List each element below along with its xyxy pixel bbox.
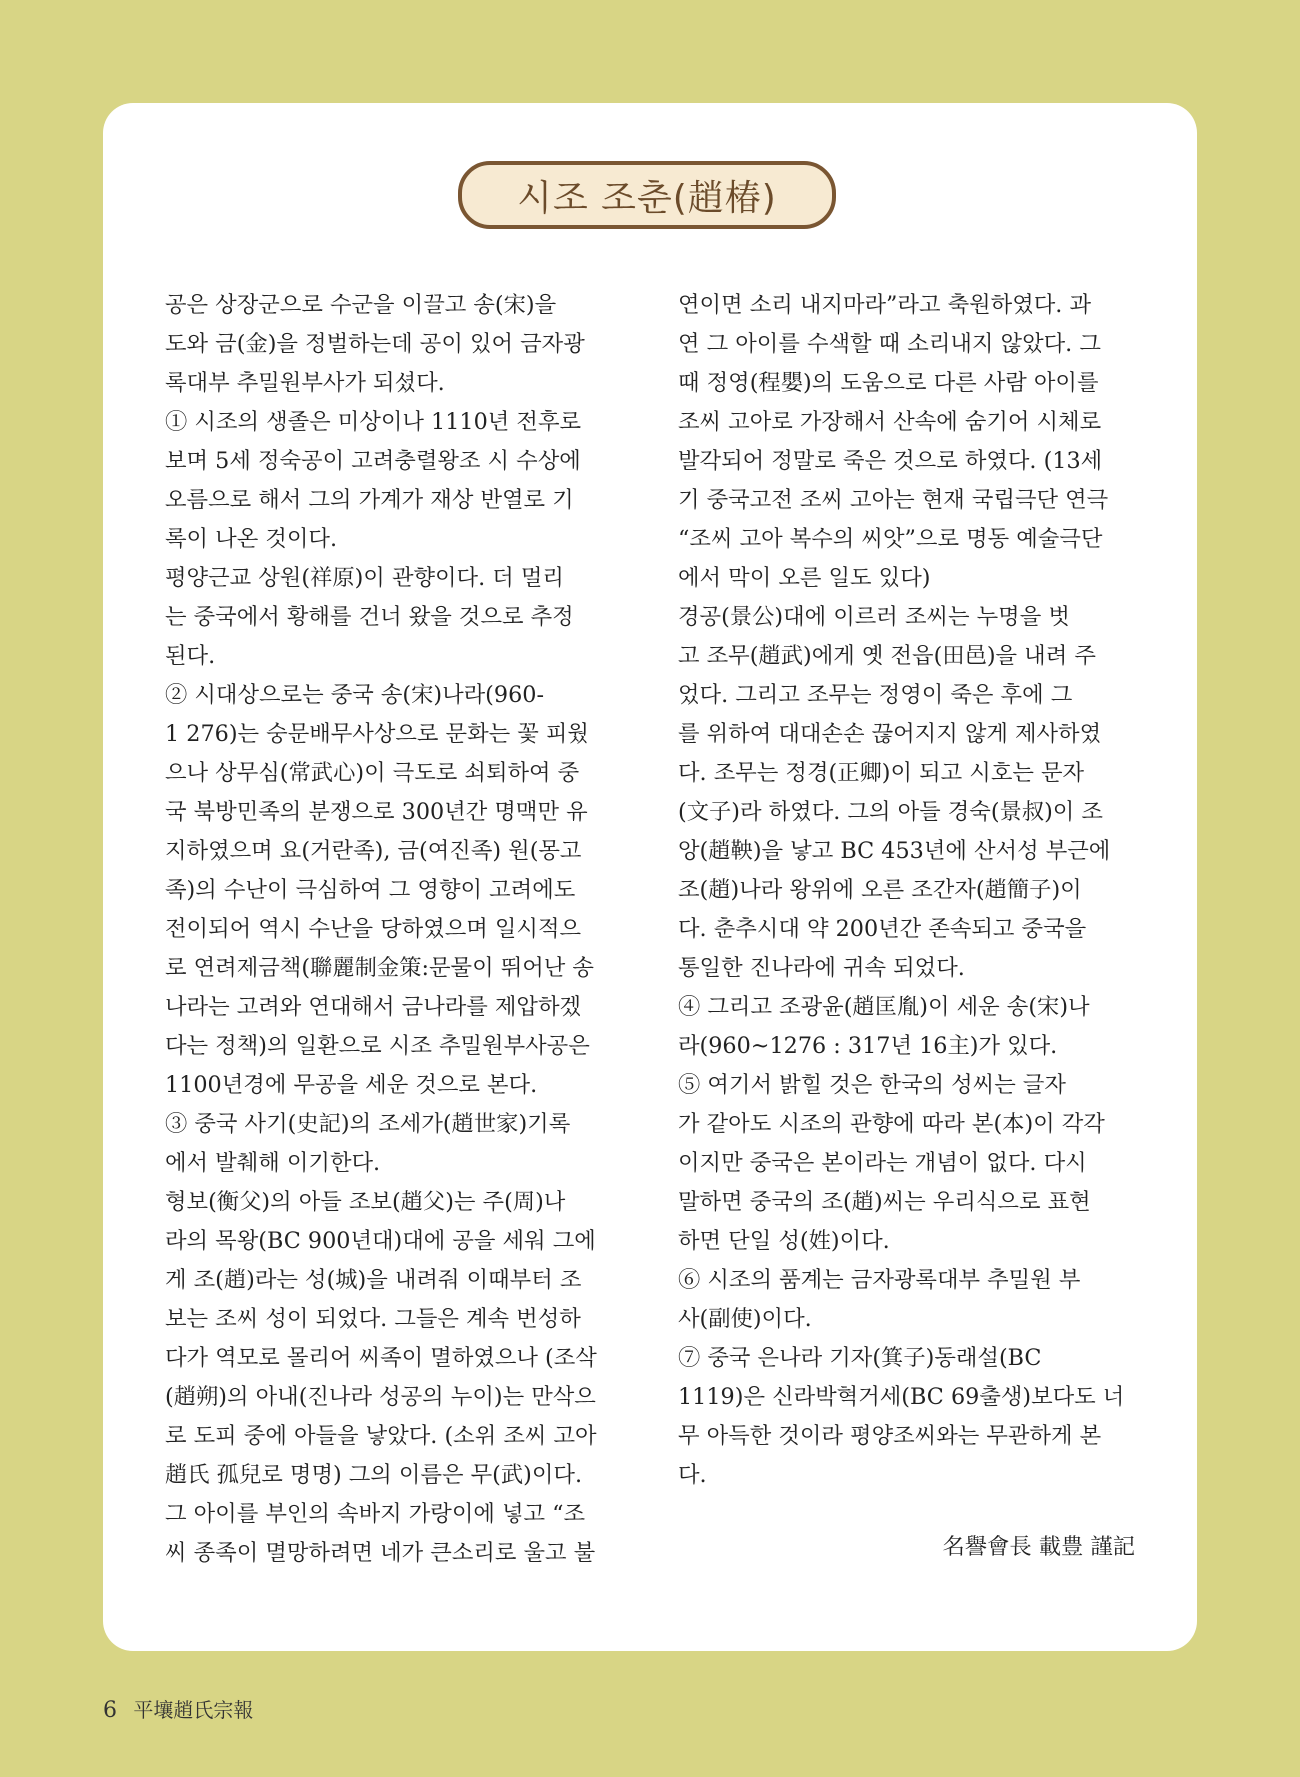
text-line: 된다.: [165, 643, 216, 669]
text-line: 그 아이를 부인의 속바지 가랑이에 넣고 “조: [165, 1501, 586, 1527]
text-line: 사(副使)이다.: [678, 1306, 812, 1332]
text-line: 연 그 아이를 수색할 때 소리내지 않았다. 그: [678, 331, 1101, 357]
text-line: 평양근교 상원(祥原)이 관향이다. 더 멀리: [165, 565, 564, 591]
text-line: 는 중국에서 황해를 건너 왔을 것으로 추정: [165, 604, 574, 630]
text-line: (趙朔)의 아내(진나라 성공의 누이)는 만삭으: [165, 1384, 596, 1410]
text-line: 1119)은 신라박혁거세(BC 69출생)보다도 너: [678, 1384, 1125, 1410]
text-line: 으나 상무심(常武心)이 극도로 쇠퇴하여 중: [165, 760, 580, 786]
text-line: 국 북방민족의 분쟁으로 300년간 명맥만 유: [165, 799, 588, 825]
text-line: 었다. 그리고 조무는 정영이 죽은 후에 그: [678, 682, 1073, 708]
text-line: 로 도피 중에 아들을 낳았다. (소위 조씨 고아: [165, 1423, 597, 1449]
text-line: 다. 춘추시대 약 200년간 존속되고 중국을: [678, 916, 1087, 942]
article-card: [103, 103, 1197, 1651]
text-line: ① 시조의 생졸은 미상이나 1110년 전후로: [165, 409, 582, 435]
text-line: ⑦ 중국 은나라 기자(箕子)동래설(BC: [678, 1345, 1042, 1371]
text-line: 가 같아도 시조의 관향에 따라 본(本)이 각각: [678, 1111, 1105, 1137]
text-line: (文子)라 하였다. 그의 아들 경숙(景叔)이 조: [678, 799, 1103, 825]
text-line: 록이 나온 것이다.: [165, 526, 338, 552]
text-line: 1100년경에 무공을 세운 것으로 본다.: [165, 1072, 538, 1098]
text-line: 다는 정책)의 일환으로 시조 추밀원부사공은: [165, 1033, 590, 1059]
text-line: 앙(趙鞅)을 낳고 BC 453년에 산서성 부근에: [678, 838, 1111, 864]
text-line: ⑤ 여기서 밝힐 것은 한국의 성씨는 글자: [678, 1072, 1066, 1098]
text-line: ③ 중국 사기(史記)의 조세가(趙世家)기록: [165, 1111, 571, 1137]
text-line: 를 위하여 대대손손 끊어지지 않게 제사하였: [678, 721, 1102, 747]
text-line: 발각되어 정말로 죽은 것으로 하였다. (13세: [678, 448, 1103, 474]
text-line: 때 정영(程嬰)의 도움으로 다른 사람 아이를: [678, 370, 1099, 396]
text-line: 하면 단일 성(姓)이다.: [678, 1228, 890, 1254]
text-line: 경공(景公)대에 이르러 조씨는 누명을 벗: [678, 604, 1070, 630]
text-line: 형보(衡父)의 아들 조보(趙父)는 주(周)나: [165, 1189, 566, 1215]
text-line: 라의 목왕(BC 900년대)대에 공을 세워 그에: [165, 1228, 596, 1254]
text-line: 공은 상장군으로 수군을 이끌고 송(宋)을: [165, 292, 557, 318]
text-line: 에서 발췌해 이기한다.: [165, 1150, 381, 1176]
text-line: 통일한 진나라에 귀속 되었다.: [678, 955, 965, 981]
text-line: 로 연려제금책(聯麗制金策:문물이 뛰어난 송: [165, 955, 594, 981]
text-line: 보는 조씨 성이 되었다. 그들은 계속 번성하: [165, 1306, 581, 1332]
text-line: 지하였으며 요(거란족), 금(여진족) 원(몽고: [165, 838, 582, 864]
text-line: 趙氏 孤兒로 명명) 그의 이름은 무(武)이다.: [165, 1462, 583, 1488]
text-line: ⑥ 시조의 품계는 금자광록대부 추밀원 부: [678, 1267, 1081, 1293]
text-line: 기 중국고전 조씨 고아는 현재 국립극단 연극: [678, 487, 1109, 513]
text-line: 다. 조무는 정경(正卿)이 되고 시호는 문자: [678, 760, 1085, 786]
text-line: 라(960~1276 : 317년 16主)가 있다.: [678, 1033, 1058, 1059]
text-line: 조(趙)나라 왕위에 오른 조간자(趙簡子)이: [678, 877, 1082, 903]
text-line: 조씨 고아로 가장해서 산속에 숨기어 시체로: [678, 409, 1102, 435]
text-line: 고 조무(趙武)에게 옛 전읍(田邑)을 내려 주: [678, 643, 1096, 669]
page-footer: [103, 1694, 253, 1723]
text-line: ② 시대상으로는 중국 송(宋)나라(960-: [165, 682, 544, 708]
title-banner: [458, 161, 836, 229]
text-line: 나라는 고려와 연대해서 금나라를 제압하겠: [165, 994, 582, 1020]
text-line: 씨 종족이 멸망하려면 네가 큰소리로 울고 불: [165, 1540, 596, 1566]
text-line: 이지만 중국은 본이라는 개념이 없다. 다시: [678, 1150, 1087, 1176]
text-line: 전이되어 역시 수난을 당하였으며 일시적으: [165, 916, 582, 942]
text-line: 오름으로 해서 그의 가계가 재상 반열로 기: [165, 487, 574, 513]
publication-name: 平壤趙氏宗報: [133, 1698, 254, 1722]
text-line: 록대부 추밀원부사가 되셨다.: [165, 370, 445, 396]
text-line: 도와 금(金)을 정벌하는데 공이 있어 금자광: [165, 331, 585, 357]
left-text-column: [165, 286, 625, 1573]
text-line: 에서 막이 오른 일도 있다): [678, 565, 931, 591]
text-line: 다.: [678, 1462, 707, 1488]
text-line: 족)의 수난이 극심하여 그 영향이 고려에도: [165, 877, 576, 903]
page-number: 6: [103, 1698, 117, 1723]
text-line: 무 아득한 것이라 평양조씨와는 무관하게 본: [678, 1423, 1102, 1449]
right-text-column: [678, 286, 1138, 1495]
text-line: 말하면 중국의 조(趙)씨는 우리식으로 표현: [678, 1189, 1091, 1215]
text-line: “조씨 고아 복수의 씨앗”으로 명동 예술극단: [678, 526, 1103, 552]
article-title: 시조 조춘(趙椿): [517, 177, 777, 219]
text-line: 연이면 소리 내지마라”라고 축원하였다. 과: [678, 292, 1091, 318]
text-line: 보며 5세 정숙공이 고려충렬왕조 시 수상에: [165, 448, 581, 474]
signature: 名譽會長 載豊 謹記: [942, 1534, 1135, 1560]
text-line: ④ 그리고 조광윤(趙匡胤)이 세운 송(宋)나: [678, 994, 1090, 1020]
text-line: 1 276)는 숭문배무사상으로 문화는 꽃 피웠: [165, 721, 589, 747]
text-line: 다가 역모로 몰리어 씨족이 멸하였으나 (조삭: [165, 1345, 597, 1371]
text-line: 게 조(趙)라는 성(城)을 내려줘 이때부터 조: [165, 1267, 582, 1293]
